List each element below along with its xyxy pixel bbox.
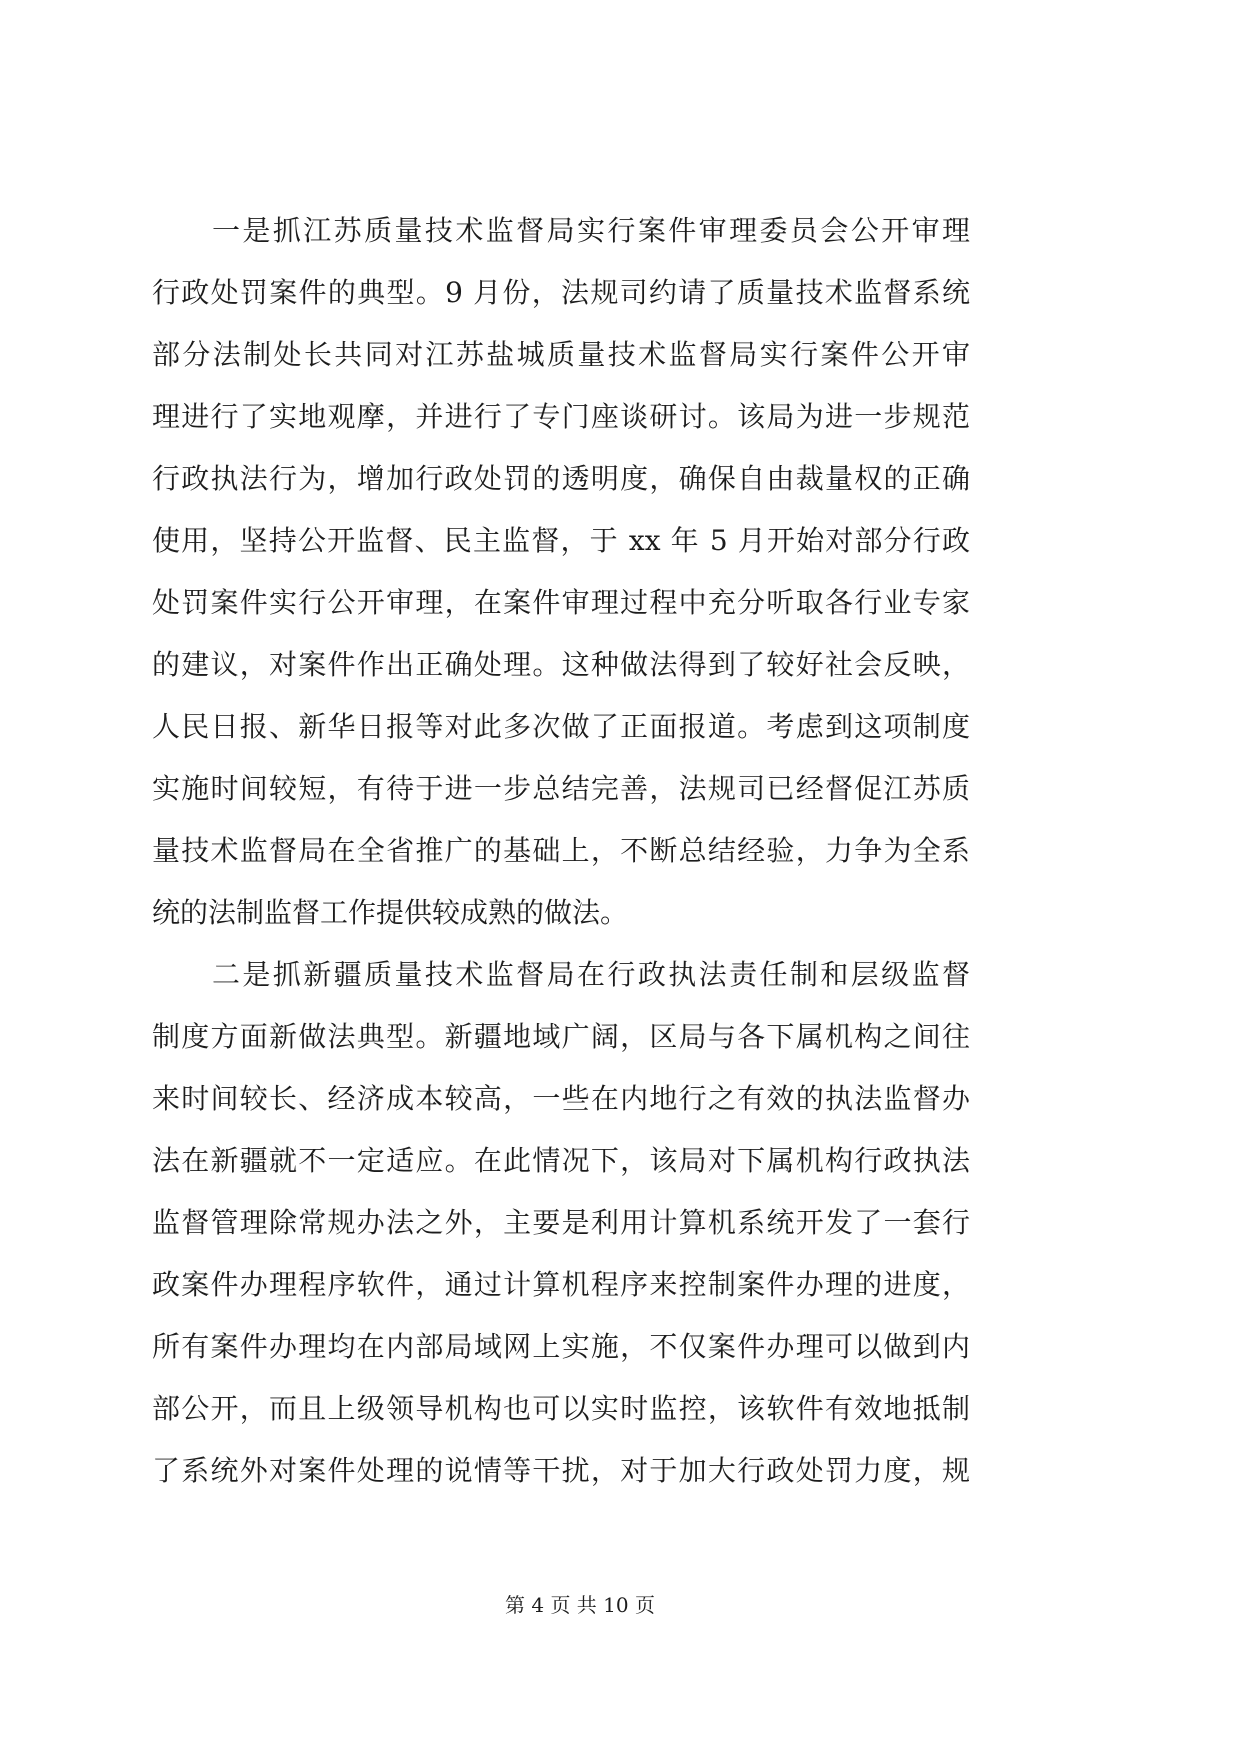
text-line: 二是抓新疆质量技术监督局在行政执法责任制和层级监督 bbox=[212, 958, 970, 991]
text-line: 监督管理除常规办法之外，主要是利用计算机系统开发了一套行 bbox=[152, 1206, 970, 1239]
text-line: 的建议，对案件作出正确处理。这种做法得到了较好社会反映， bbox=[152, 648, 970, 681]
text-line: 政案件办理程序软件，通过计算机程序来控制案件办理的进度， bbox=[152, 1268, 970, 1301]
text-line: 部分法制处长共同对江苏盐城质量技术监督局实行案件公开审 bbox=[152, 338, 970, 371]
text-line: 人民日报、新华日报等对此多次做了正面报道。考虑到这项制度 bbox=[152, 710, 970, 743]
text-line: 使用，坚持公开监督、民主监督，于 xx 年 5 月开始对部分行政 bbox=[152, 524, 970, 557]
text-line: 处罚案件实行公开审理，在案件审理过程中充分听取各行业专家 bbox=[152, 586, 970, 619]
page-footer: 第 4 页 共 10 页 bbox=[505, 1593, 655, 1617]
text-line: 行政执法行为，增加行政处罚的透明度，确保自由裁量权的正确 bbox=[152, 462, 970, 495]
text-line: 所有案件办理均在内部局域网上实施，不仅案件办理可以做到内 bbox=[152, 1330, 970, 1363]
text-line: 了系统外对案件处理的说情等干扰，对于加大行政处罚力度，规 bbox=[152, 1454, 970, 1487]
text-line: 制度方面新做法典型。新疆地域广阔，区局与各下属机构之间往 bbox=[152, 1020, 970, 1053]
text-line: 统的法制监督工作提供较成熟的做法。 bbox=[152, 896, 629, 929]
text-line: 来时间较长、经济成本较高，一些在内地行之有效的执法监督办 bbox=[152, 1082, 970, 1115]
document-body bbox=[152, 200, 970, 1502]
text-line: 理进行了实地观摩，并进行了专门座谈研讨。该局为进一步规范 bbox=[152, 400, 970, 433]
text-line: 部公开，而且上级领导机构也可以实时监控，该软件有效地抵制 bbox=[152, 1392, 970, 1425]
text-line: 行政处罚案件的典型。9 月份，法规司约请了质量技术监督系统 bbox=[152, 276, 970, 309]
paragraph-xinjiang-example bbox=[152, 944, 970, 1502]
text-line: 实施时间较短，有待于进一步总结完善，法规司已经督促江苏质 bbox=[152, 772, 970, 805]
paragraph-jiangsu-example bbox=[152, 200, 970, 944]
text-line: 一是抓江苏质量技术监督局实行案件审理委员会公开审理 bbox=[212, 214, 970, 247]
text-line: 法在新疆就不一定适应。在此情况下，该局对下属机构行政执法 bbox=[152, 1144, 970, 1177]
text-line: 量技术监督局在全省推广的基础上，不断总结经验，力争为全系 bbox=[152, 834, 970, 867]
